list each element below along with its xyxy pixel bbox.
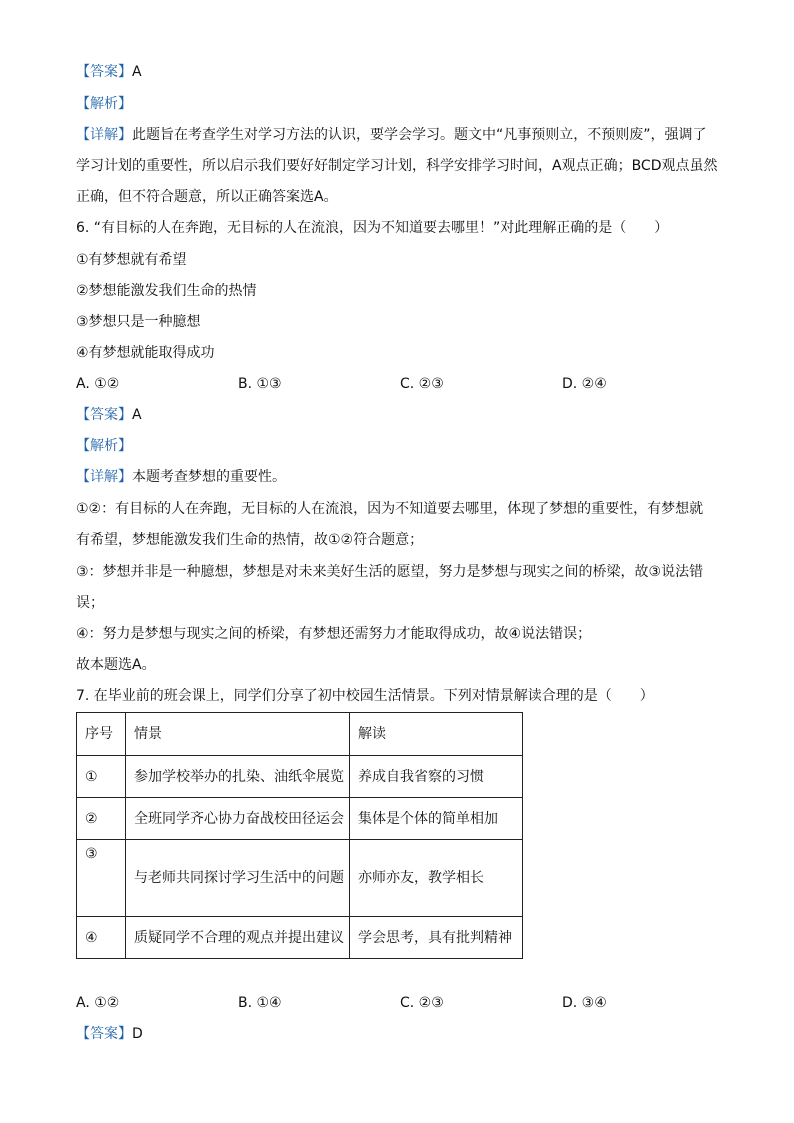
table-row: ④ 质疑同学不合理的观点并提出建议 学会思考，具有批判精神 — [77, 917, 523, 959]
table-header-row — [77, 713, 523, 756]
q7-option-a: A. ①② — [76, 995, 120, 1011]
q6-point-1: ①②：有目标的人在奔跑，无目标的人在流浪，因为不知道要去哪里，体现了梦想的重要性，有梦想就 — [76, 501, 704, 517]
detail-tag: 【详解】 — [76, 127, 132, 143]
q6-option-d: D. ②④ — [562, 376, 607, 392]
q6-detail-line: 【详解】本题考查梦想的重要性。 — [76, 469, 286, 485]
q7-stem: 7. 在毕业前的班会课上，同学们分享了初中校园生活情景。下列对情景解读合理的是（ ） — [76, 688, 654, 704]
q6-analysis-tag: 【解析】 — [76, 438, 132, 454]
answer-value: D — [132, 1026, 143, 1042]
q7-table — [76, 712, 523, 959]
q5-answer-line — [76, 62, 142, 82]
q6-option-a: A. ①② — [76, 376, 120, 392]
answer-tag: 【答案】 — [76, 407, 132, 423]
q6-point-1-cont: 有希望，梦想能激发我们生命的热情，故①②符合题意； — [76, 532, 424, 548]
q7-option-b: B. ①④ — [238, 995, 282, 1011]
q5-detail-line-3: 正确，但不符合题意，所以正确答案选A。 — [76, 189, 338, 205]
q6-point-2-cont: 误； — [76, 595, 104, 611]
q6-point-2: ③：梦想并非是一种臆想，梦想是对未来美好生活的愿望，努力是梦想与现实之间的桥梁，故③说法错 — [76, 564, 704, 580]
detail-tag: 【详解】 — [76, 469, 132, 485]
q7-option-c: C. ②③ — [400, 995, 444, 1011]
answer-value: A — [132, 407, 142, 423]
table-row: ③ 与老师共同探讨学习生活中的问题 亦师亦友，教学相长 — [77, 840, 523, 917]
header-index: 序号 — [77, 713, 126, 756]
answer-tag: 【答案】 — [76, 1026, 132, 1042]
q7-option-d: D. ③④ — [562, 995, 607, 1011]
q6-answer-line — [76, 405, 142, 425]
header-interpretation: 解读 — [350, 713, 523, 756]
q6-stem: 6. “有目标的人在奔跑，无目标的人在流浪，因为不知道要去哪里！”对此理解正确的是（ ） — [76, 220, 669, 236]
q6-statement-1: ①有梦想就有希望 — [76, 252, 187, 268]
q6-statement-2: ②梦想能激发我们生命的热情 — [76, 283, 257, 299]
q6-option-c: C. ②③ — [400, 376, 444, 392]
q6-point-3: ④：努力是梦想与现实之间的桥梁，有梦想还需努力才能取得成功，故④说法错误； — [76, 626, 592, 642]
q6-statement-4: ④有梦想就能取得成功 — [76, 345, 215, 361]
q5-detail-line-1: 【详解】此题旨在考查学生对学习方法的认识，要学会学习。题文中“凡事预则立，不预则废”，强调了 — [76, 127, 707, 143]
q7-answer-line — [76, 1024, 143, 1044]
header-scenario: 情景 — [126, 713, 350, 756]
q5-analysis-tag: 【解析】 — [76, 96, 132, 112]
q5-detail-line-2: 学习计划的重要性，所以启示我们要好好制定学习计划，科学安排学习时间，A观点正确；BCD观点虽然 — [76, 158, 718, 174]
table-row: ② 全班同学齐心协力奋战校田径运会 集体是个体的简单相加 — [77, 798, 523, 840]
q6-statement-3: ③梦想只是一种臆想 — [76, 314, 201, 330]
table-row: ① 参加学校举办的扎染、油纸伞展览 养成自我省察的习惯 — [77, 756, 523, 798]
q6-conclusion: 故本题选A。 — [76, 657, 156, 673]
q6-option-b: B. ①③ — [238, 376, 282, 392]
answer-value: A — [132, 64, 142, 80]
answer-tag: 【答案】 — [76, 64, 132, 80]
